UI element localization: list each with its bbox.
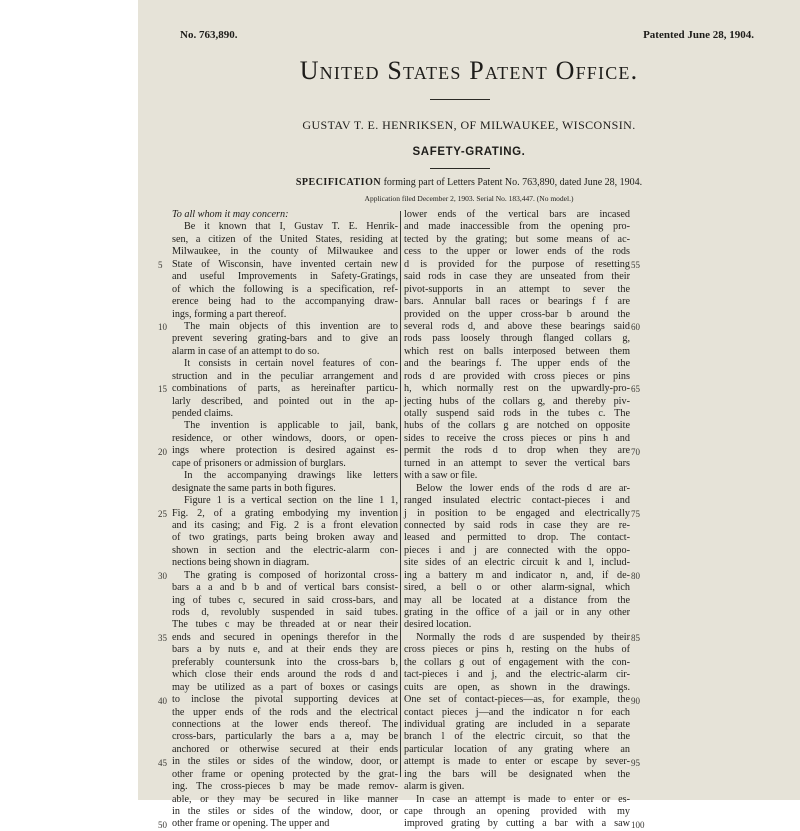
text-line: which rest on balls interposed between them [404,345,630,357]
text-line: ranged insulated electric contact-pieces i and [404,495,630,507]
text-line: the collars g out of engagement with the con- [404,656,630,668]
text-line: and the bearings f. The upper ends of the [404,358,630,370]
text-line: other frame or opening. The upper and [172,818,330,830]
line-number: 45 [158,757,167,768]
text-line: connections at the lower ends thereof. The [172,718,398,730]
text-line: rods d, revolubly suspended in said tubes. [172,607,398,618]
text-line: pended claims. [172,408,234,419]
invention-rule [430,168,490,169]
text-line: anchored or otherwise secured at their ends [172,743,398,755]
text-line: erence being had to the accompanying draw- [172,296,398,308]
text-line: Normally the rods d are suspended by their [416,631,630,643]
line-number: 55 [631,259,640,270]
text-line: may all be located at a distance from the [404,594,630,606]
text-line: individual grating are included in a separate [404,718,630,730]
text-line: alarm in case of an attempt to do so. [172,345,320,357]
text-line: preferably countersunk into the cross-bars b, [172,656,398,668]
text-line: Fig. 2, of a grating embodying my invention [172,507,398,519]
text-line: of which the following is a specification, ref- [172,283,398,295]
text-line: larly described, and pointed out in the ap- [172,395,398,407]
text-line: prevent severing grating-bars and to give an [172,333,398,345]
line-number: 35 [158,633,167,644]
line-number: 100 [631,820,645,831]
column-divider [400,211,401,777]
text-line: ing. The cross-pieces b may be made remov- [172,781,398,793]
line-number: 25 [158,508,167,519]
text-line: cross pieces or pins h, resting on the hubs of [404,644,630,656]
text-line: in the stiles or sides of the window, door, or [172,806,398,817]
title-rule [430,99,490,100]
text-line: contact pieces j—and the indicator n for each [404,706,630,718]
text-line: combinations of parts, as hereinafter particu- [172,383,398,395]
text-line: It consists in certain novel features of con- [184,358,398,370]
text-line: sired, a bell o or other alarm-signal, which [404,582,630,594]
text-line: ings, forming a part thereof. [172,308,287,320]
text-line: particular location of any grating where an [404,743,630,755]
text-line: In case an attempt is made to enter or es- [416,793,630,805]
text-line: tact-pieces i and j, and the electric-alarm cir- [404,669,630,681]
patent-number: No. 763,890. [180,29,238,41]
text-line: nections being shown in diagram. [172,557,310,569]
text-line: tected by the grating; but some means of ac- [404,233,630,245]
text-line: improved grating by cutting a bar with a saw [404,818,630,830]
text-line: pieces i and j are connected with the oppo- [404,544,630,556]
text-line: The invention is applicable to jail, bank, [184,420,398,432]
left-column [172,209,398,831]
text-line: in the stiles or sides of the window, door, or [172,756,398,768]
line-number: 20 [158,446,167,457]
text-line: Below the lower ends of the rods d are ar- [416,482,630,494]
text-line: designate the same parts in both figures. [172,482,336,494]
patent-page [138,0,800,831]
text-line: sides to receive the cross pieces or pins h and [404,432,630,444]
text-line: Milwaukee, in the county of Milwaukee and [172,246,398,258]
text-line: State of Wisconsin, have invented certain new [172,258,398,270]
text-line: bars. Annular ball races or bearings f f are [404,296,630,308]
text-line: cuits are open, as shown in the drawings. [404,681,630,693]
text-line: permit the rods d to drop when they are [404,445,630,457]
text-line: hubs of the collars g are notched on opposite [404,420,630,432]
text-line: d is provided for the purpose of resetting [404,258,630,270]
text-line: Figure 1 is a vertical section on the line 1 1, [184,495,398,507]
line-number: 50 [158,820,167,831]
line-number: 65 [631,384,640,395]
text-line: other frame or opening protected by the grat- [172,768,398,780]
text-line: residence, or other windows, doors, or open- [172,432,398,444]
text-line: which close their ends around the rods d and [172,669,398,681]
text-line: several rods d, and above these bearings said [404,320,630,332]
text-line: attempt is made to enter or escape by sever- [404,756,630,768]
application-line: Application filed December 2, 1903. Serial No. 183,447. (No model.) [364,194,574,203]
text-line: pivot-supports in an attempt to sever the [404,283,630,295]
text-line: The tubes c may be threaded at or near their [172,619,398,631]
text-line: cess to the upper or lower ends of the rods [404,246,630,258]
text-line: h, which normally rest on the upwardly-pro- [404,383,630,395]
inventor-line: GUSTAV T. E. HENRIKSEN, OF MILWAUKEE, WISCONSIN. [302,118,636,132]
text-line: to inclose the pivotal supporting devices at [172,694,398,706]
text-line: with a saw or file. [404,470,478,482]
text-line: turned in an attempt to sever the vertical bars [404,457,630,469]
text-line: connected by said rods in case they are re- [404,519,630,531]
text-line: and useful Improvements in Safety-Gratings, [172,271,398,283]
specification-text: forming part of Letters Patent No. 763,890, dated June 28, 1904. [383,177,643,188]
text-line: To all whom it may concern: [172,209,289,220]
text-line: leased and permitted to drop. The contact- [404,532,630,544]
line-number: 30 [158,571,167,582]
text-line: ings where protection is desired against es- [172,445,398,457]
text-line: struction and in the peculiar arrangement and [172,370,398,382]
line-number: 15 [158,384,167,395]
text-line: The grating is composed of horizontal cross- [184,569,398,581]
text-line: site sides of an electric circuit k and l, includ- [404,557,630,569]
text-line: Be it known that I, Gustav T. E. Henrik- [184,221,398,233]
text-line: and made inaccessible from the opening pro- [404,221,630,233]
line-number: 5 [158,259,163,270]
text-line: cape through an opening provided with my [404,806,630,817]
text-line: may be utilized as a part of boxes or casings [172,681,398,693]
text-line: sen, a citizen of the United States, residing at [172,233,398,245]
specification-line [138,177,800,188]
right-column [404,209,630,831]
line-number: 90 [631,695,640,706]
specification-lead: SPECIFICATION [295,177,382,188]
text-line: lower ends of the vertical bars are incased [404,209,630,220]
text-line: One set of contact-pieces—as, for example, the [404,694,630,706]
text-line: jecting hubs of the collars g, and thereby piv- [404,395,630,407]
line-number: 75 [631,508,640,519]
text-line: ing a battery m and indicator n, and, if de- [404,569,630,581]
text-line: j in position to be engaged and electrically [404,507,630,519]
text-line: cross-bars, particularly the bars a a, may be [172,731,398,743]
line-number: 60 [631,322,640,333]
text-line: desired location. [404,619,472,631]
text-line: shown in section and the electric-alarm con- [172,544,398,556]
text-line: the upper ends of the rods and the electrical [172,706,398,718]
line-number: 10 [158,322,167,333]
text-line: The main objects of this invention are to [184,320,398,332]
text-line: of two gratings, parts being broken away and [172,532,398,544]
line-number: 95 [631,757,640,768]
text-line: ing the bars will be designated when the [404,768,630,780]
invention-title: SAFETY-GRATING. [412,146,526,158]
text-line: ends and secured in openings therefor in the [172,631,398,643]
text-line: said rods in case they are unseated from their [404,271,630,283]
text-line: provided on the upper cross-bar b around the [404,308,630,320]
text-line: alarm is given. [404,781,465,793]
text-line: In the accompanying drawings like letters [184,470,398,482]
line-number: 70 [631,446,640,457]
text-line: ing of tubes c, secured in said cross-bars, and [172,594,398,606]
text-line: rods pass loosely through flanged collars g, [404,333,630,345]
patent-date: Patented June 28, 1904. [643,29,754,41]
text-line: cape of prisoners or admission of burglars. [172,457,346,469]
text-line: bars a by nuts e, and at their ends they are [172,644,398,656]
line-number: 85 [631,633,640,644]
text-line: bars a a and b b and of vertical bars consist- [172,582,398,594]
office-title: United States Patent Office. [299,56,639,85]
text-line: grating in the office of a jail or in any other [404,607,630,618]
line-number: 80 [631,571,640,582]
text-line: branch l of the electric circuit, so that the [404,731,630,743]
line-number: 40 [158,695,167,706]
text-line: and its casing; and Fig. 2 is a front elevation [172,519,398,531]
text-line: able, or they may be secured in like manner [172,793,398,805]
text-line: otally suspend said rods in the tubes c. The [404,408,630,419]
text-line: rods d are provided with cross pieces or pins [404,370,630,382]
